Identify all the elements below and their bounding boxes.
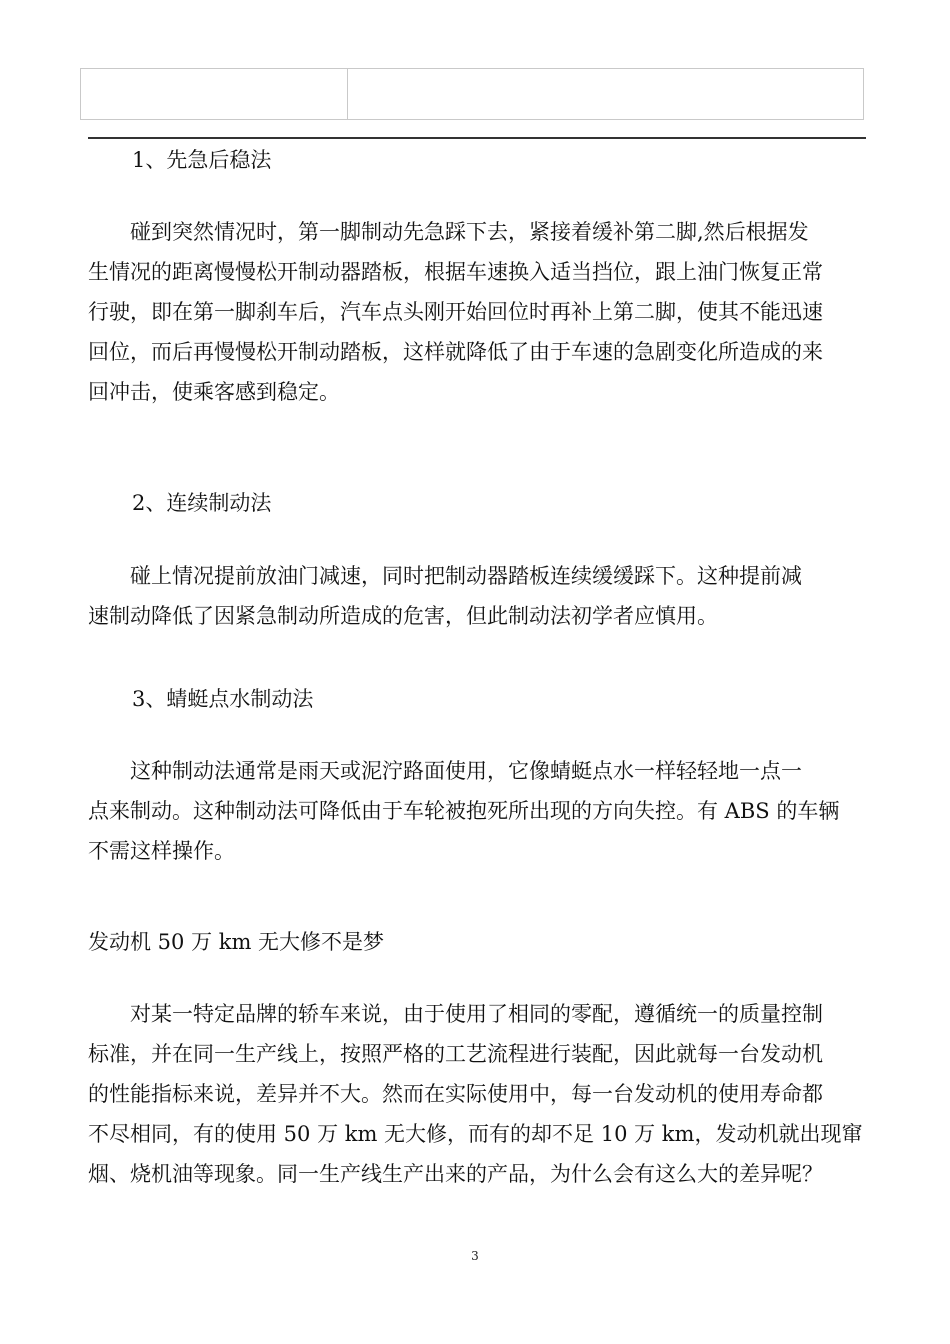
section-heading-2: 2、连续制动法 [132,491,272,515]
page-number: 3 [471,1249,479,1263]
section-heading-1: 1、先急后稳法 [132,148,272,172]
paragraph-1-line: 生情况的距离慢慢松开制动器踏板，根据车速换入适当挡位，跟上油门恢复正常 [88,260,823,284]
paragraph-1-line: 行驶，即在第一脚刹车后，汽车点头刚开始回位时再补上第二脚，使其不能迅速 [88,300,823,324]
header-table [80,68,864,120]
paragraph-4-line: 标准，并在同一生产线上，按照严格的工艺流程进行装配，因此就每一台发动机 [88,1042,823,1066]
paragraph-3 [88,751,868,871]
paragraph-1-line: 回冲击，使乘客感到稳定。 [88,380,340,404]
section-heading-3: 3、蜻蜓点水制动法 [132,687,314,711]
paragraph-1-line: 碰到突然情况时，第一脚制动先急踩下去，紧接着缓补第二脚,然后根据发 [88,220,809,244]
paragraph-4-line: 对某一特定品牌的轿车来说，由于使用了相同的零配，遵循统一的质量控制 [88,1002,823,1026]
article-title: 发动机 50 万 km 无大修不是梦 [88,930,385,954]
table-cell-left [81,69,348,120]
paragraph-4-line: 不尽相同，有的使用 50 万 km 无大修，而有的却不足 10 万 km，发动机就出现窜 [88,1122,863,1146]
paragraph-3-line: 点来制动。这种制动法可降低由于车轮被抱死所出现的方向失控。有 ABS 的车辆 [88,799,840,823]
paragraph-1-line: 回位，而后再慢慢松开制动踏板，这样就降低了由于车速的急剧变化所造成的来 [88,340,823,364]
paragraph-2-line: 速制动降低了因紧急制动所造成的危害，但此制动法初学者应慎用。 [88,604,718,628]
paragraph-4-line: 的性能指标来说，差异并不大。然而在实际使用中，每一台发动机的使用寿命都 [88,1082,823,1106]
table-row [81,69,864,120]
table-cell-right [348,69,864,120]
horizontal-rule [88,137,866,139]
paragraph-4-line: 烟、烧机油等现象。同一生产线生产出来的产品，为什么会有这么大的差异呢？ [88,1162,823,1186]
paragraph-2 [88,556,868,636]
paragraph-3-line: 不需这样操作。 [88,839,235,863]
paragraph-3-line: 这种制动法通常是雨天或泥泞路面使用，它像蜻蜓点水一样轻轻地一点一 [88,759,802,783]
paragraph-2-line: 碰上情况提前放油门减速，同时把制动器踏板连续缓缓踩下。这种提前减 [88,564,802,588]
paragraph-1 [88,212,868,412]
paragraph-4 [88,994,868,1194]
